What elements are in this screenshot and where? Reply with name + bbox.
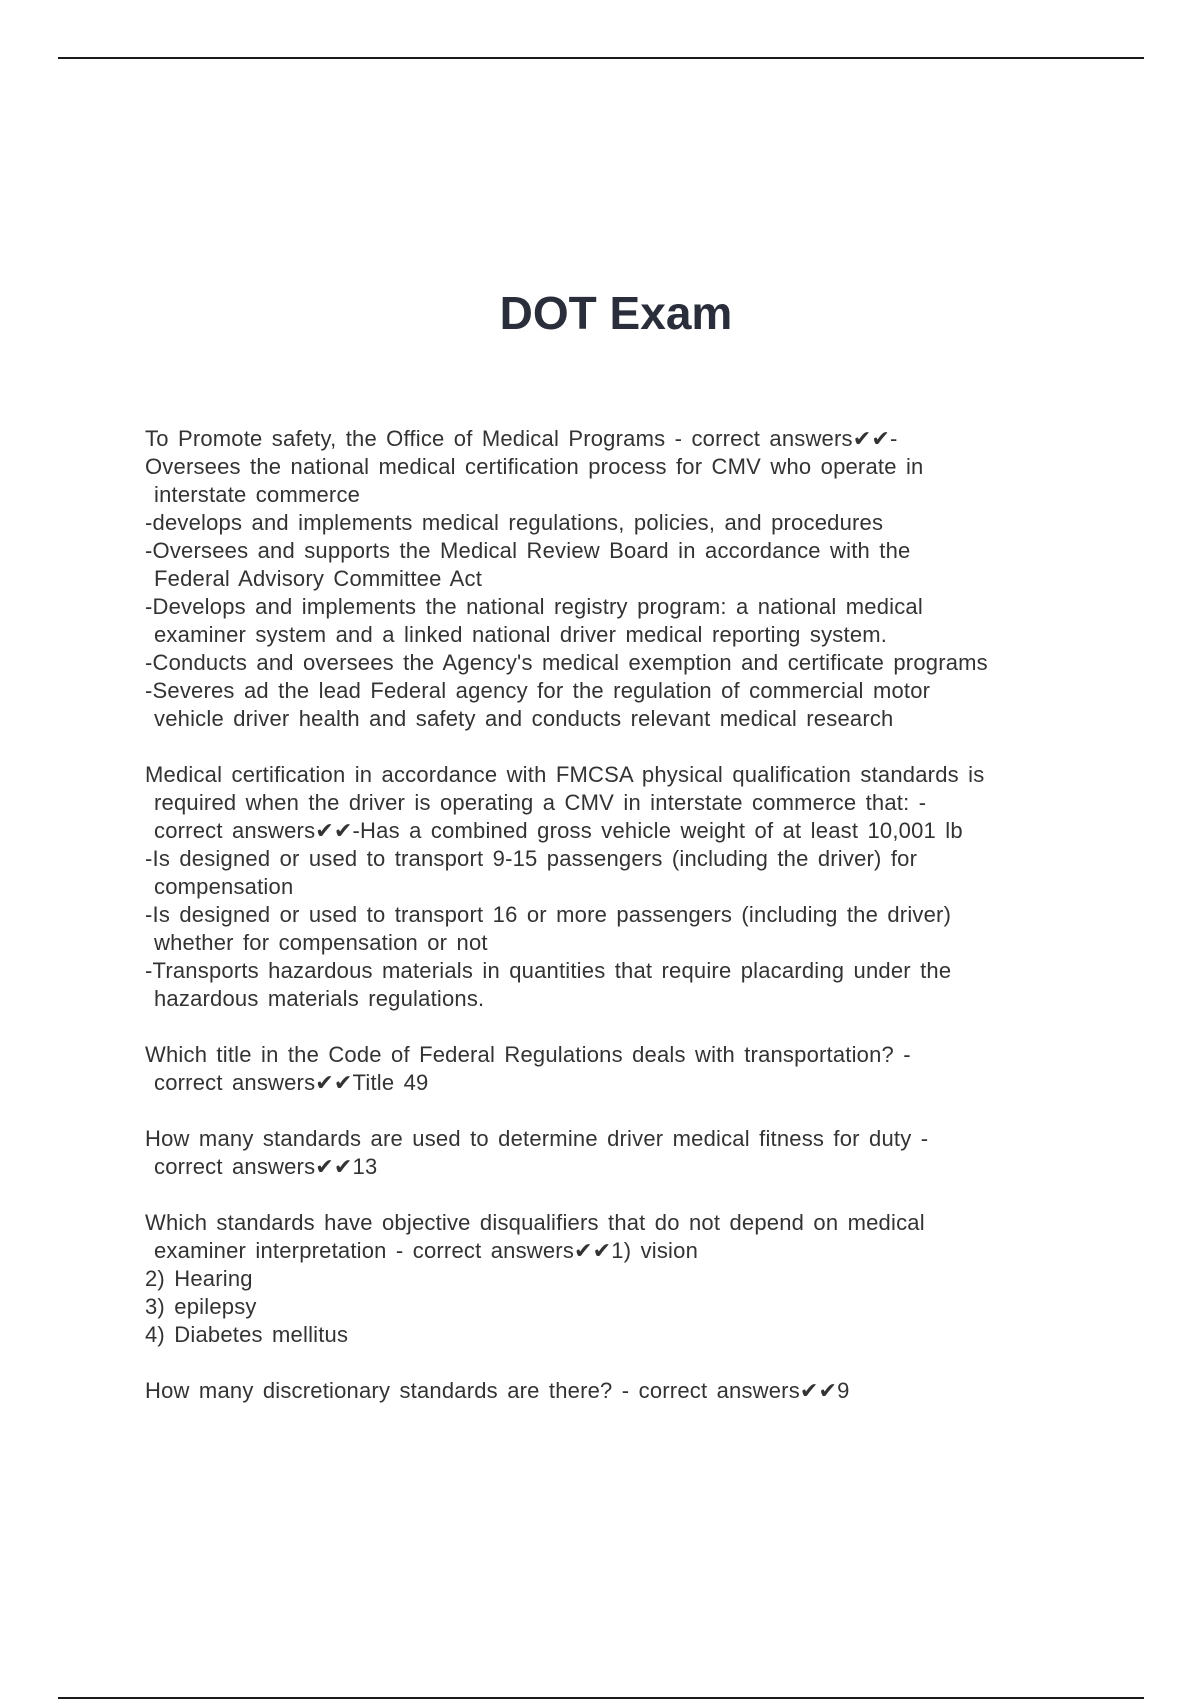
text-line: 4) Diabetes mellitus xyxy=(145,1322,349,1347)
text-line: To Promote safety, the Office of Medical Programs - correct answers✔✔- xyxy=(145,426,898,451)
text-line: Which standards have objective disqualifiers that do not depend on medical xyxy=(145,1210,925,1235)
text-line: Which title in the Code of Federal Regulations deals with transportation? - xyxy=(145,1042,911,1067)
qa-block xyxy=(145,761,1095,1013)
text-line: correct answers✔✔Title 49 xyxy=(154,1070,429,1095)
qa-block xyxy=(145,1377,1095,1405)
qa-block xyxy=(145,1209,1095,1349)
text-line: examiner interpretation - correct answers✔✔1) vision xyxy=(154,1238,699,1263)
text-line: -Severes ad the lead Federal agency for the regulation of commercial motor xyxy=(145,678,931,703)
text-line: 3) epilepsy xyxy=(145,1294,257,1319)
text-line: vehicle driver health and safety and conducts relevant medical research xyxy=(154,706,894,731)
qa-block xyxy=(145,1125,1095,1181)
text-line: Oversees the national medical certification process for CMV who operate in xyxy=(145,454,924,479)
text-line: correct answers✔✔-Has a combined gross vehicle weight of at least 10,001 lb xyxy=(154,818,963,843)
text-line: correct answers✔✔13 xyxy=(154,1154,378,1179)
text-line: -Conducts and oversees the Agency's medical exemption and certificate programs xyxy=(145,650,988,675)
text-line: Federal Advisory Committee Act xyxy=(154,566,483,591)
text-line: examiner system and a linked national driver medical reporting system. xyxy=(154,622,888,647)
text-line: interstate commerce xyxy=(154,482,361,507)
text-line: hazardous materials regulations. xyxy=(154,986,485,1011)
text-line: compensation xyxy=(154,874,294,899)
text-line: Medical certification in accordance with FMCSA physical qualification standards is xyxy=(145,762,985,787)
text-line: whether for compensation or not xyxy=(154,930,488,955)
text-line: -Oversees and supports the Medical Review Board in accordance with the xyxy=(145,538,911,563)
header-rule xyxy=(58,57,1144,59)
text-line: -Develops and implements the national registry program: a national medical xyxy=(145,594,923,619)
qa-block xyxy=(145,425,1095,733)
text-line: -Is designed or used to transport 16 or more passengers (including the driver) xyxy=(145,902,952,927)
text-line: -Is designed or used to transport 9-15 passengers (including the driver) for xyxy=(145,846,918,871)
text-line: -Transports hazardous materials in quantities that require placarding under the xyxy=(145,958,952,983)
qa-block xyxy=(145,1041,1095,1097)
text-line: 2) Hearing xyxy=(145,1266,253,1291)
text-line: required when the driver is operating a CMV in interstate commerce that: - xyxy=(154,790,927,815)
text-line: -develops and implements medical regulations, policies, and procedures xyxy=(145,510,884,535)
document-body xyxy=(145,425,1095,1433)
text-line: How many standards are used to determine driver medical fitness for duty - xyxy=(145,1126,929,1151)
text-line: How many discretionary standards are there? - correct answers✔✔9 xyxy=(145,1378,850,1403)
document-title: DOT Exam xyxy=(499,287,733,339)
footer-rule xyxy=(58,1697,1144,1699)
